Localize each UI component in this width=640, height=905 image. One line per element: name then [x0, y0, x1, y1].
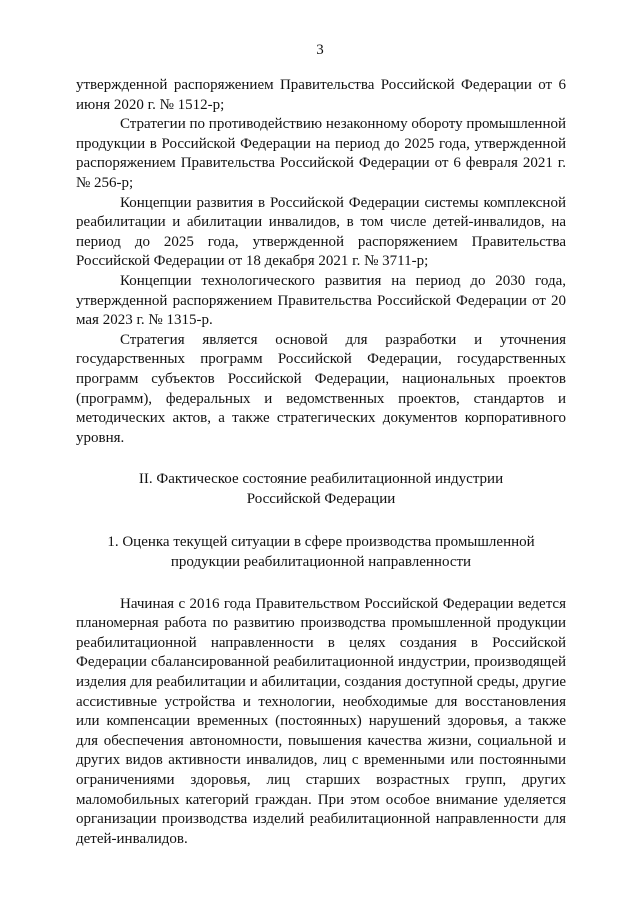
- subsection-heading-line-1: 1. Оценка текущей ситуации в сфере производства промышленной: [107, 534, 535, 551]
- page-number: 3: [316, 42, 324, 58]
- page-body: [76, 76, 566, 849]
- subsection-heading-line-2: продукции реабилитационной направленности: [170, 554, 472, 571]
- section-heading: [76, 470, 566, 509]
- paragraph-continuation: утвержденной распоряжением Правительства Российской Федерации от 6 июня 2020 г. № 1512-р;: [76, 77, 566, 113]
- paragraph-strategy-illegal-trafficking: Стратегии по противодействию незаконному обороту промышленной продукции в Российской Федерации на период до 2025 года, утвержденной распоряжением Правительства Российской Федерации от 6 февраля 2021 г. № 256-р;: [76, 116, 566, 191]
- section-heading-line-1: II. Фактическое состояние реабилитационной индустрии: [138, 471, 504, 488]
- paragraph-government-work: Начиная с 2016 года Правительством Российской Федерации ведется планомерная работа по развитию производства промышленной продукции реабилитационной направленности в целях создания в Российской Федерации сбалансированной реабилитационной индустрии, производящей изделия для реабилитации и абилитации, создания доступной среды, другие ассистивные устройства и технологии, необходимые для восстановления или компенсации временных (постоянных) нарушений здоровья, а также для обеспечения автономности, повышения качества жизни, социальной и других видов активности инвалидов, лиц с временными или постоянными ограничениями здоровья, лиц старших возрастных групп, других маломобильных категорий граждан. При этом особое внимание уделяется организации производства изделий реабилитационной направленности для детей-инвалидов.: [76, 595, 566, 847]
- paragraph-technology-concept: Концепции технологического развития на период до 2030 года, утвержденной распоряжением Правительства Российской Федерации от 20 мая 2023 г. № 1315-р.: [76, 272, 566, 329]
- subsection-heading: [76, 533, 566, 572]
- section-heading-line-2: Российской Федерации: [246, 490, 396, 507]
- paragraph-strategy-basis: Стратегия является основой для разработки и уточнения государственных программ Российской Федерации, государственных программ субъектов Российской Федерации, национальных проектов (программ), федеральных и ведомственных проектов, стандартов и методических актов, а также стратегических документов корпоративного уровня.: [76, 331, 566, 446]
- paragraph-rehabilitation-concept: Концепции развития в Российской Федерации системы комплексной реабилитации и абилитации инвалидов, в том числе детей-инвалидов, на период до 2025 года, утвержденной распоряжением Правительства Российской Федерации от 18 декабря 2021 г. № 3711-р;: [76, 194, 566, 270]
